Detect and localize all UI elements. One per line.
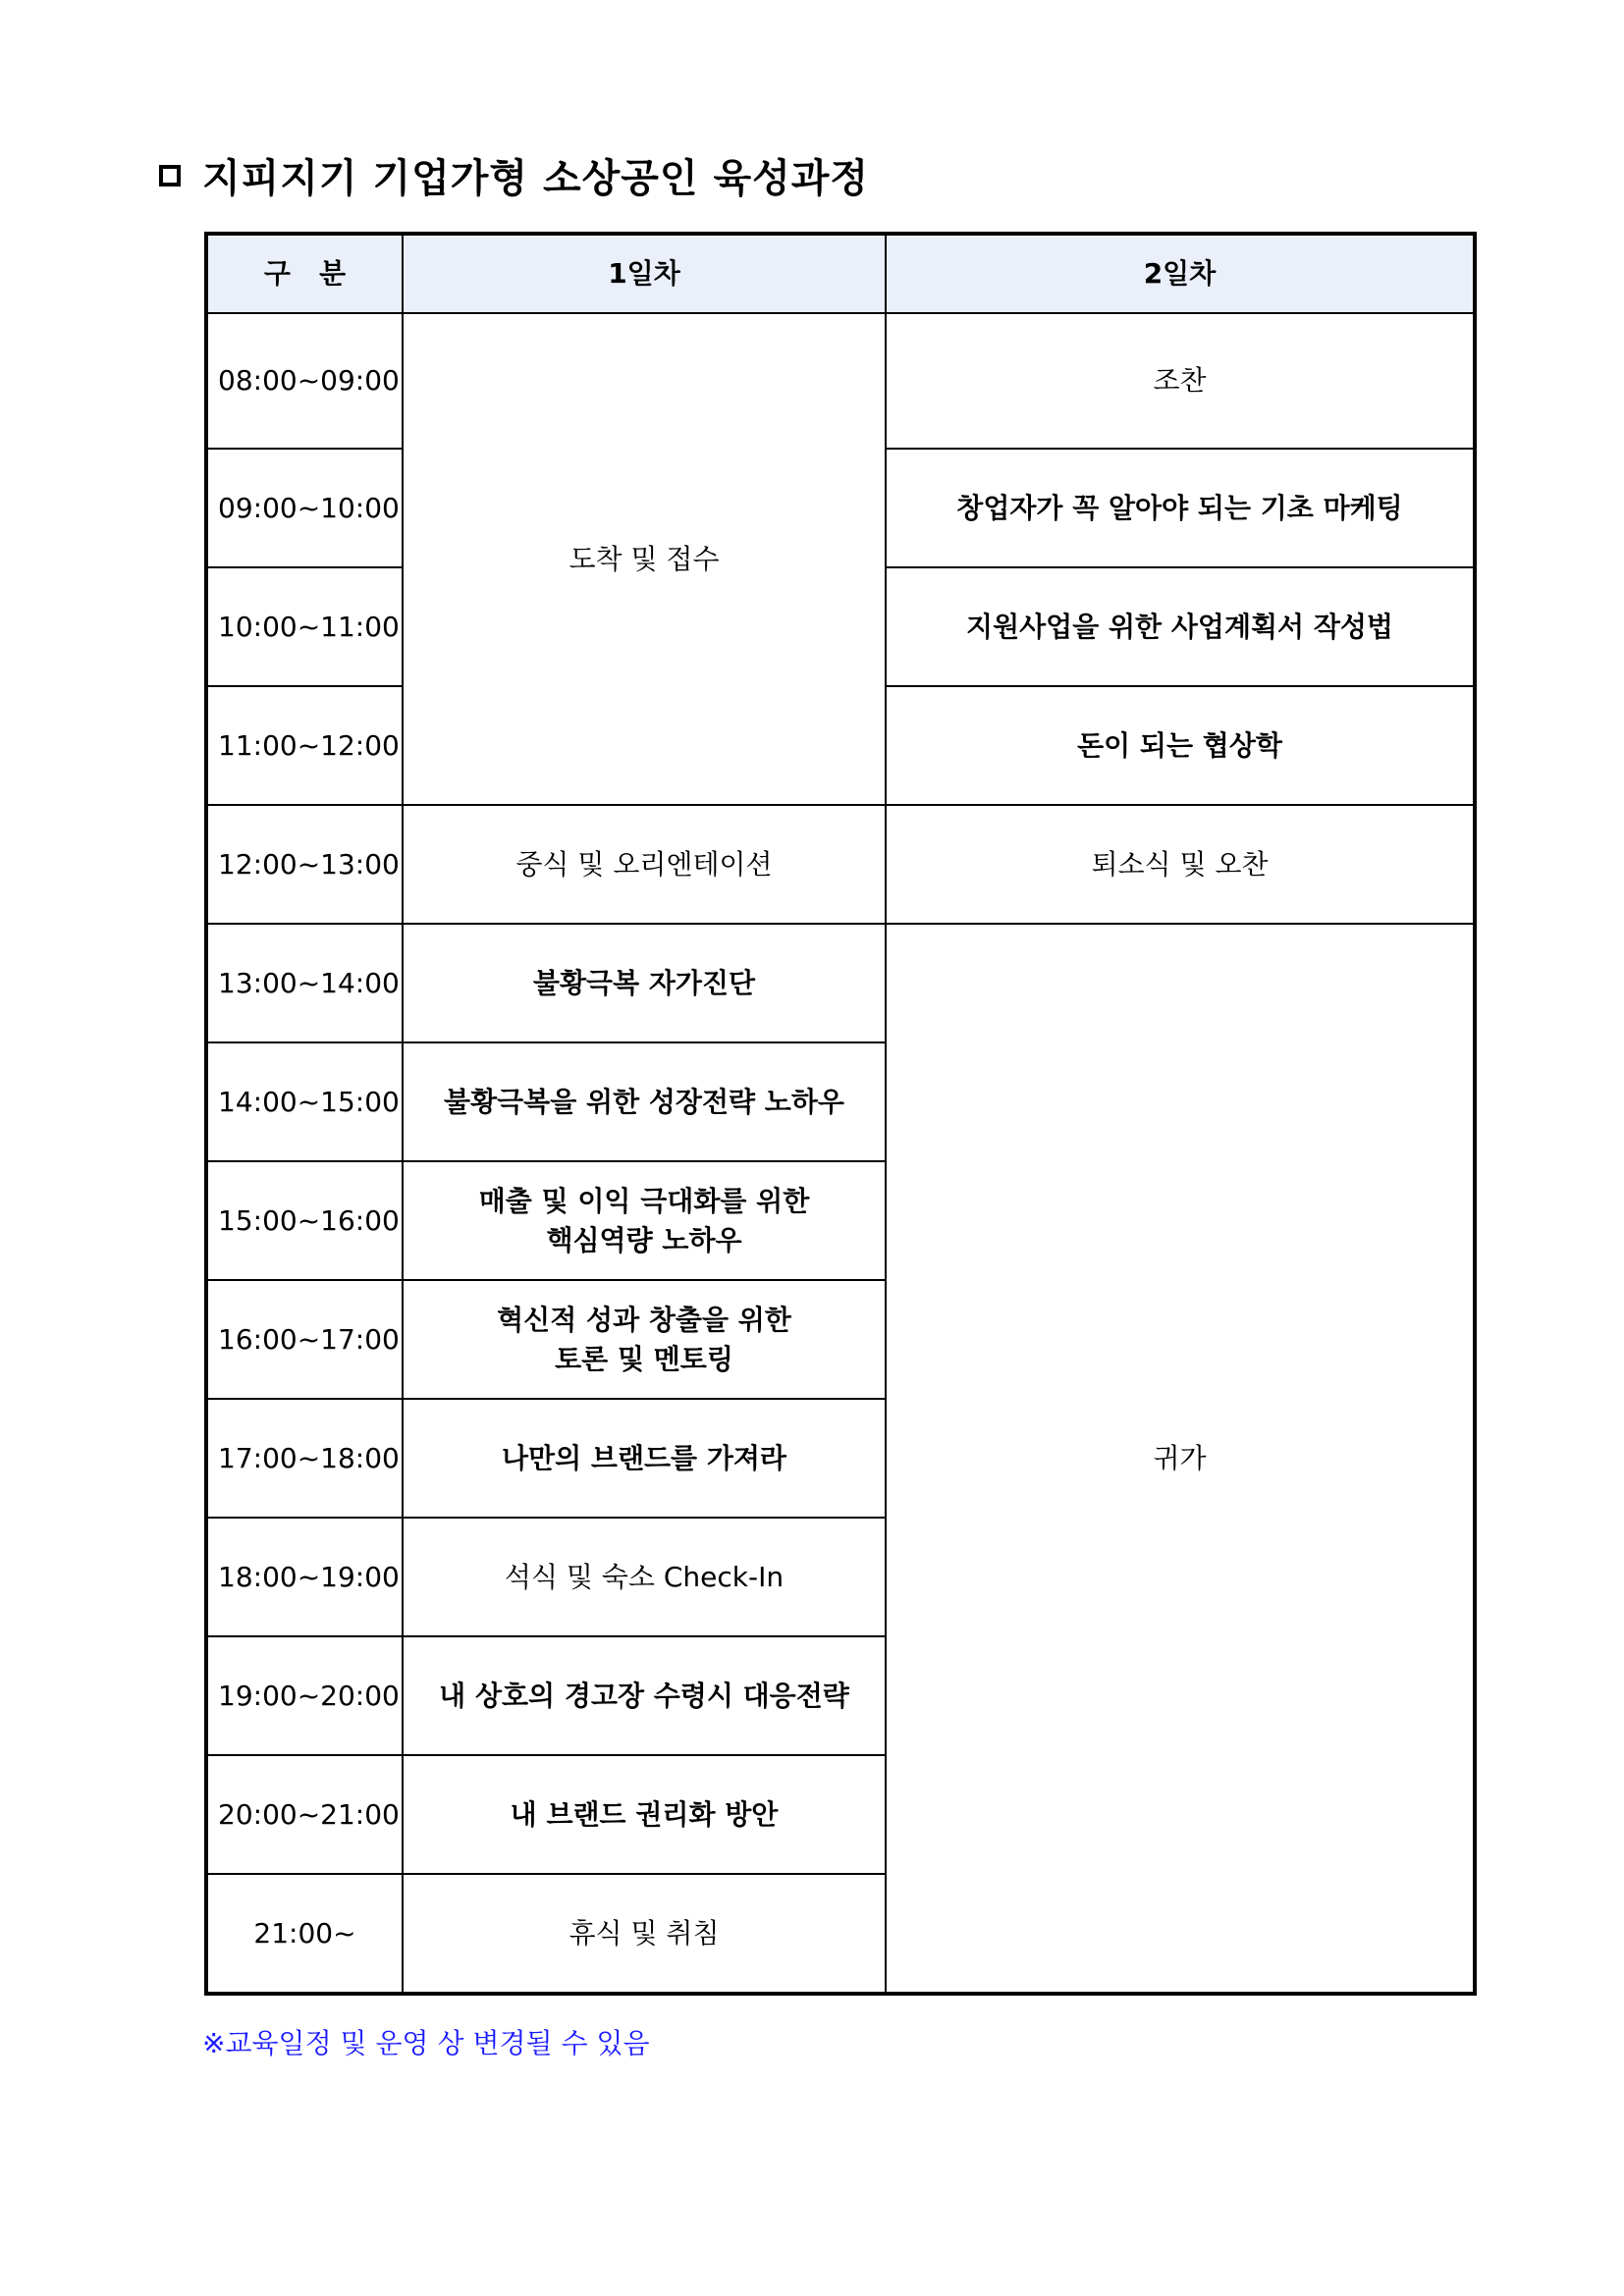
time-cell: 15:00~16:00 — [206, 1161, 403, 1280]
session-line: 핵심역량 노하우 — [546, 1223, 742, 1256]
time-cell: 16:00~17:00 — [206, 1280, 403, 1399]
time-cell: 18:00~19:00 — [206, 1518, 403, 1636]
time-cell: 08:00~09:00 — [206, 313, 403, 449]
day1-session-cell: 내 브랜드 권리화 방안 — [403, 1755, 886, 1874]
day2-session-cell: 창업자가 꼭 알아야 되는 기초 마케팅 — [886, 449, 1475, 567]
session-line: 혁신적 성과 창출을 위한 — [497, 1303, 791, 1336]
day1-rest-cell: 휴식 및 취침 — [403, 1874, 886, 1994]
day1-session-cell: 불황극복 자가진단 — [403, 924, 886, 1042]
day1-session-cell: 내 상호의 경고장 수령시 대응전략 — [403, 1636, 886, 1755]
table-row — [206, 313, 1475, 449]
time-cell: 10:00~11:00 — [206, 567, 403, 686]
time-cell: 20:00~21:00 — [206, 1755, 403, 1874]
header-day2: 2일차 — [886, 234, 1475, 313]
session-line: 토론 및 멘토링 — [555, 1342, 733, 1375]
table-header-row — [206, 234, 1475, 313]
day1-session-cell: 나만의 브랜드를 가져라 — [403, 1399, 886, 1518]
table-row — [206, 924, 1475, 1042]
time-cell: 14:00~15:00 — [206, 1042, 403, 1161]
day2-session-cell: 돈이 되는 협상학 — [886, 686, 1475, 805]
schedule-note: ※교육일정 및 운영 상 변경될 수 있음 — [202, 2027, 650, 2059]
day1-arrival-cell: 도착 및 접수 — [403, 313, 886, 805]
schedule-table — [204, 232, 1477, 1996]
day1-dinner-cell: 석식 및 숙소 Check-In — [403, 1518, 886, 1636]
page-title — [159, 147, 869, 203]
page-title-text: 지피지기 기업가형 소상공인 육성과정 — [202, 156, 870, 201]
time-cell: 17:00~18:00 — [206, 1399, 403, 1518]
day1-session-cell — [403, 1161, 886, 1280]
day1-session-cell — [403, 1280, 886, 1399]
header-day1: 1일차 — [403, 234, 886, 313]
session-line: 매출 및 이익 극대화를 위한 — [478, 1184, 810, 1217]
time-cell: 19:00~20:00 — [206, 1636, 403, 1755]
day1-session-cell: 불황극복을 위한 성장전략 노하우 — [403, 1042, 886, 1161]
time-cell: 12:00~13:00 — [206, 805, 403, 924]
time-cell: 21:00~ — [206, 1874, 403, 1994]
table-row — [206, 805, 1475, 924]
square-bullet-icon — [159, 165, 181, 187]
day1-lunch-cell: 중식 및 오리엔테이션 — [403, 805, 886, 924]
day2-session-cell: 지원사업을 위한 사업계획서 작성법 — [886, 567, 1475, 686]
time-cell: 11:00~12:00 — [206, 686, 403, 805]
header-category: 구 분 — [206, 234, 403, 313]
time-cell: 09:00~10:00 — [206, 449, 403, 567]
day2-checkout-cell: 퇴소식 및 오찬 — [886, 805, 1475, 924]
day2-breakfast-cell: 조찬 — [886, 313, 1475, 449]
time-cell: 13:00~14:00 — [206, 924, 403, 1042]
day2-return-cell: 귀가 — [886, 924, 1475, 1994]
